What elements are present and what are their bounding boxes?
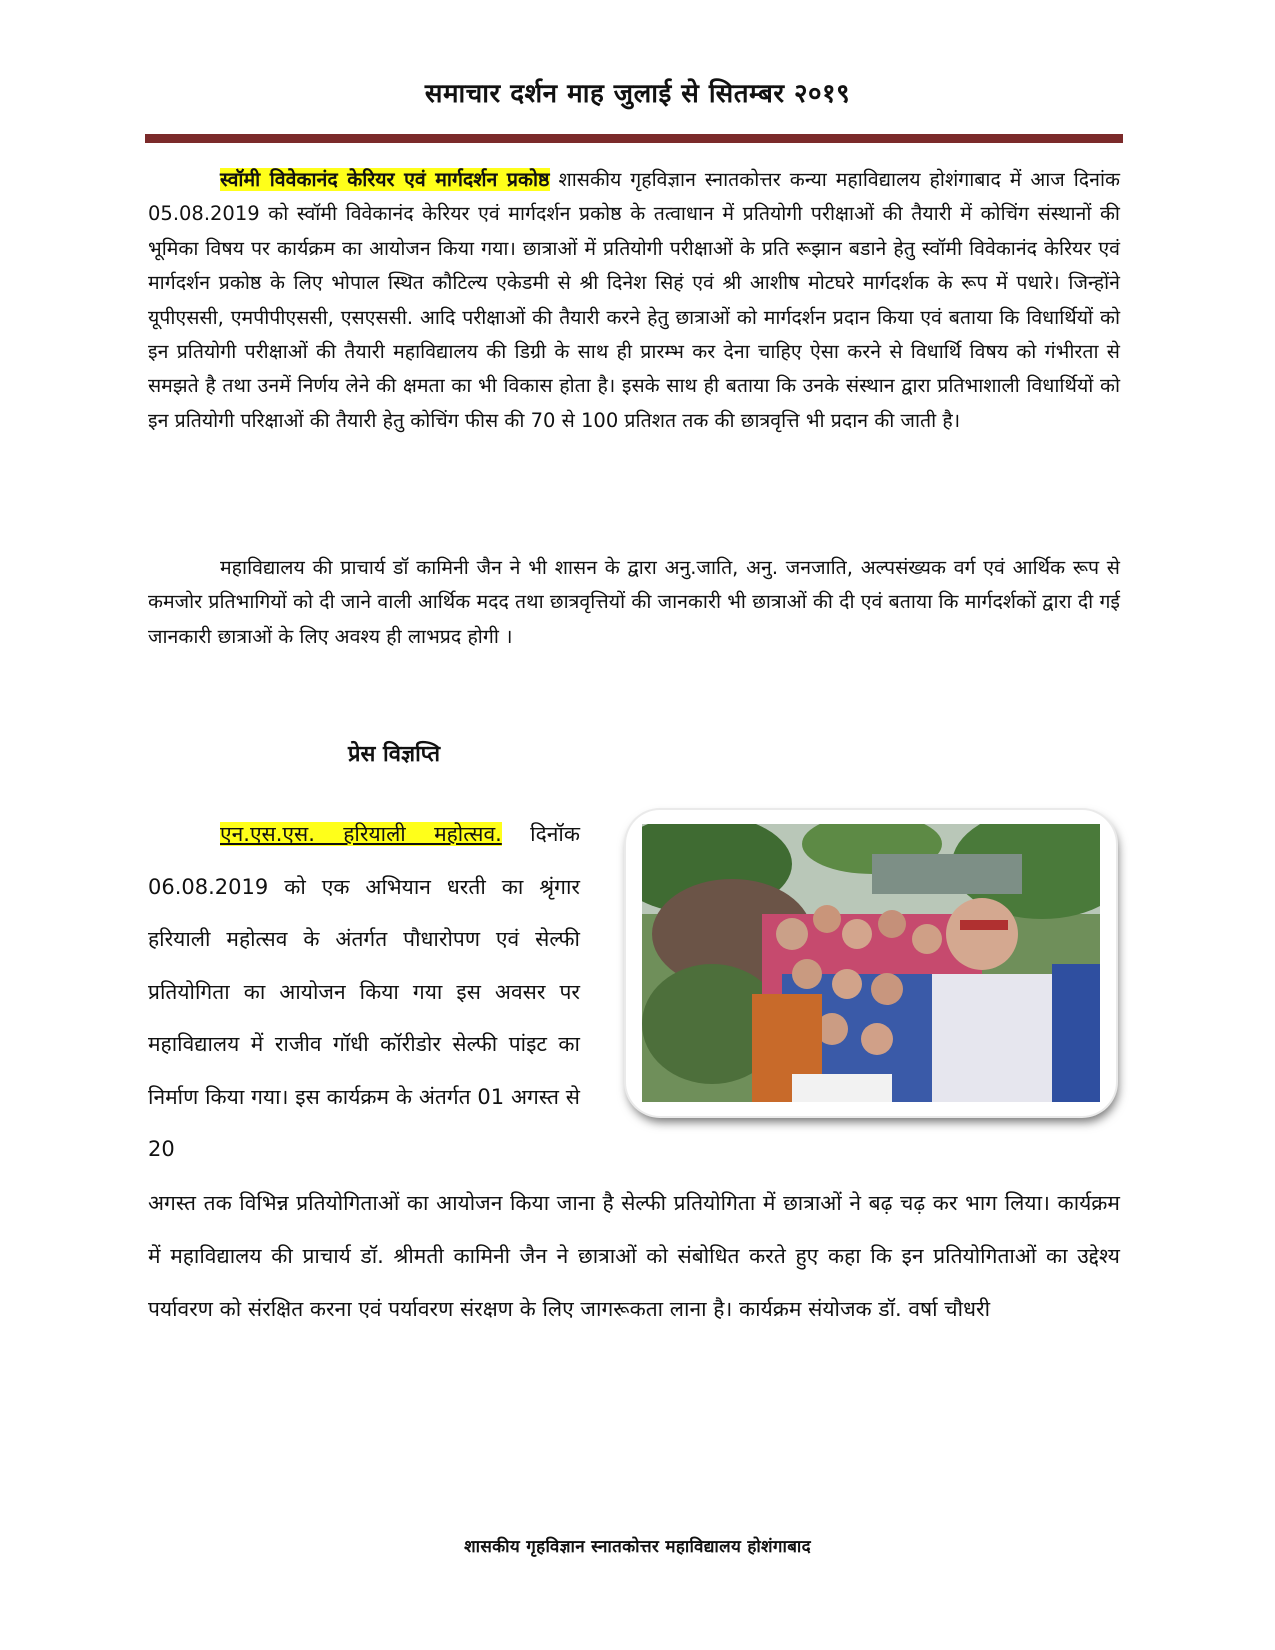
- nss-highlight: एन.एस.एस. हरियाली महोत्सव.: [220, 822, 502, 846]
- event-photo: [626, 810, 1116, 1116]
- nss-intro-text: दिनॉक 06.08.2019 को एक अभियान धरती का श्रृंगार हरियाली महोत्सव के अंतर्गत पौधारोपण एवं सेल्फी प्रतियोगिता का आयोजन किया गया इस अवसर पर महाविद्यालय में राजीव गॉधी कॉरीडोर सेल्फी पांइट का निर्माण किया गया। इस कार्यक्रम के अंतर्गत 01 अगस्त से 20: [148, 822, 580, 1161]
- principal-paragraph-text: महाविद्यालय की प्राचार्य डॉ कामिनी जैन ने भी शासन के द्वारा अनु.जाति, अनु. जनजाति, अल्पसंख्यक वर्ग एवं आर्थिक रूप से कमजोर प्रतिभागियों को दी जाने वाली आर्थिक मदद तथा छात्रवृत्तियों की जानकारी भी छात्राओं की दी एवं बताया कि मार्गदर्शकों द्वारा दी गई जानकारी छात्राओं के लिए अवश्य ही लाभप्रद होगी ।: [148, 556, 1120, 648]
- press-release-heading: प्रेस विज्ञप्ति: [348, 742, 441, 767]
- selfie-group-photo: [642, 824, 1100, 1102]
- nss-continuation: अगस्त तक विभिन्न प्रतियोगिताओं का आयोजन किया जाना है सेल्फी प्रतियोगिता में छात्राओं ने बढ़ चढ़ कर भाग लिया। कार्यक्रम में महाविद्यालय की प्राचार्य डॉ. श्रीमती कामिनी जैन ने छात्राओं को संबोधित करते हुए कहा कि इन प्रतियोगिताओं का उद्देश्य पर्यावरण को संरक्षित करना एवं पर्यावरण संरक्षण के लिए जागरूकता लाना है। कार्यक्रम संयोजक डॉ. वर्षा चौधरी: [148, 1191, 1120, 1322]
- header-divider: [145, 134, 1123, 143]
- footer-institution: शासकीय गृहविज्ञान स्नातकोत्तर महाविद्यालय होशंगाबाद: [464, 1537, 811, 1557]
- career-cell-body: शासकीय गृहविज्ञान स्नातकोत्तर कन्या महाविद्यालय होशंगाबाद में आज दिनांक 05.08.2019 को स्वॉमी विवेकानंद केरियर एवं मार्गदर्शन प्रकोष्ठ के तत्वाधान में प्रतियोगी परीक्षाओं की तैयारी में कोचिंग संस्थानों की भूमिका विषय पर कार्यक्रम का आयोजन किया गया। छात्राओं में प्रतियोगी परीक्षाओं के प्रति रूझान बडाने हेतु स्वॉमी विवेकानंद केरियर एवं मार्गदर्शन प्रकोष्ठ के लिए भोपाल स्थित कौटिल्य एकेडमी से श्री दिनेश सिहं एवं श्री आशीष मोटघरे मार्गदर्शक के रूप में पधारे। जिन्होंने यूपीएससी, एमपीपीएससी, एसएससी. आदि परीक्षाओं की तैयारी करने हेतु छात्राओं को मार्गदर्शन प्रदान किया एवं बताया कि विधार्थियों को इन प्रतियोगी परीक्षाओं की तैयारी महाविद्यालय की डिग्री के साथ ही प्रारम्भ कर देना चाहिए ऐसा करने से विधार्थि विषय को गंभीरता से समझते है तथा उनमें निर्णय लेने की क्षमता का भी विकास होता है। इसके साथ ही बताया कि उनके संस्थान द्वारा प्रतिभाशाली विधार्थियों को इन प्रतियोगी परिक्षाओं की तैयारी हेतु कोचिंग फीस की 70 से 100 प्रतिशत तक की छात्रवृत्ति भी प्रदान की जाती है।: [148, 168, 1120, 432]
- page-title: समाचार दर्शन माह जुलाई से सितम्बर २०१९: [424, 79, 851, 109]
- article-career-cell: [148, 163, 1120, 438]
- nss-intro-column: [148, 808, 580, 1176]
- principal-paragraph: [148, 551, 1120, 654]
- career-cell-highlight: स्वॉमी विवेकानंद केरियर एवं मार्गदर्शन प्रकोष्ठ: [220, 168, 550, 191]
